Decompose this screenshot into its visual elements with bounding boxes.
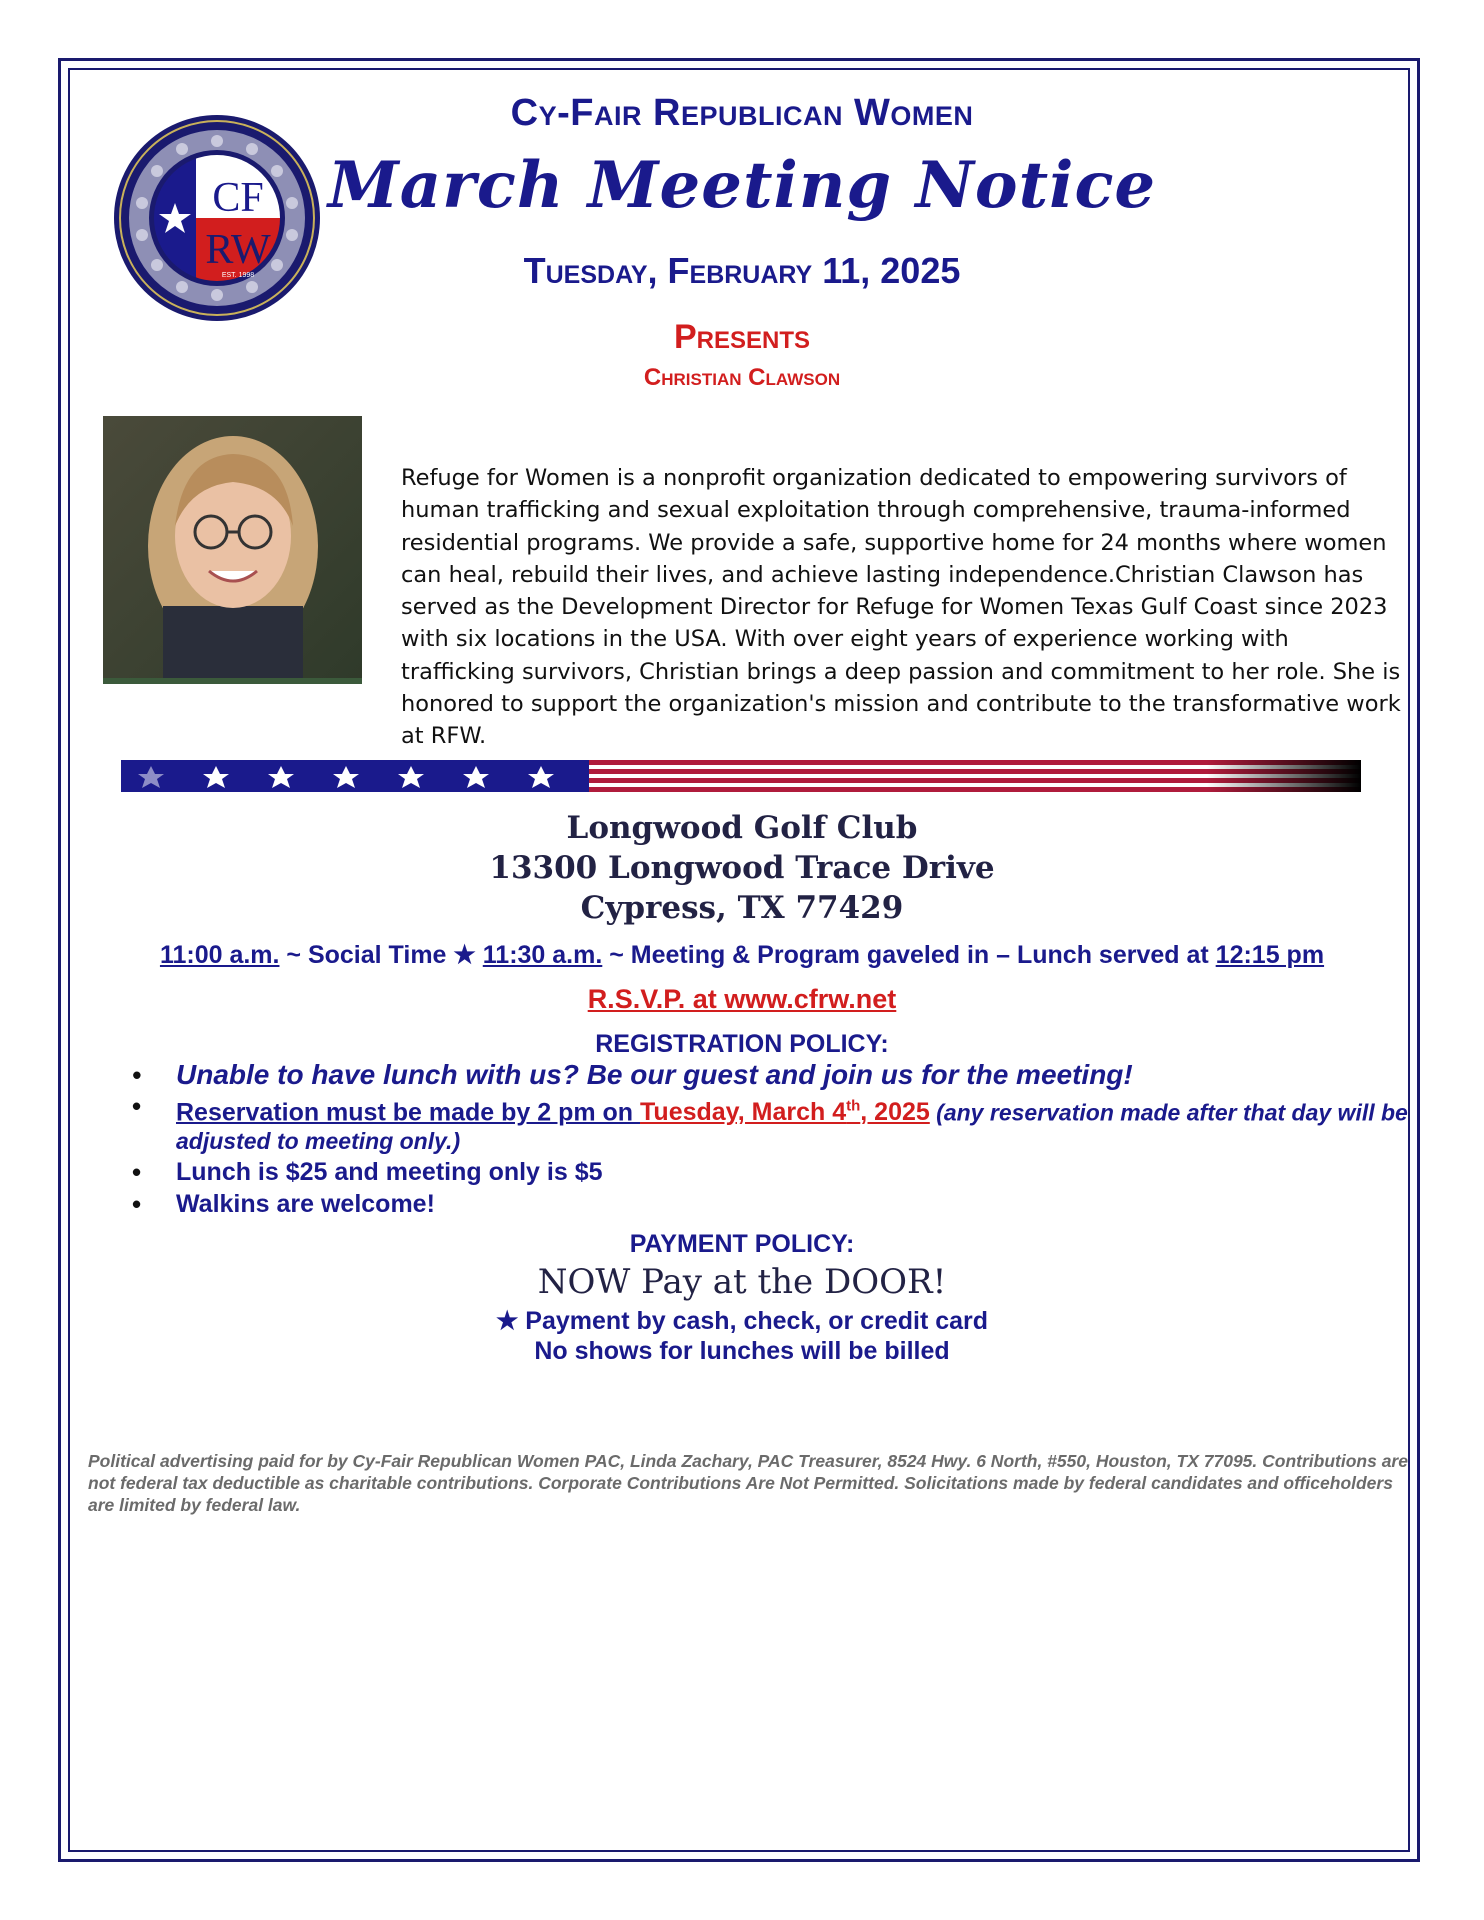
list-item [128, 1058, 1408, 1092]
political-disclaimer: Political advertising paid for by Cy-Fair Republican Women PAC, Linda Zachary, PAC Treasurer, 8524 Hwy. 6 North, #550, Houston, TX 77095. Contributions are not federal tax deductible as charitable contributions. Corporate Contributions Are Not Permitted. Solicitations made by federal candidates and officeholders are limited by federal law. [88, 1451, 1408, 1515]
notice-title: March Meeting Notice [327, 148, 1157, 223]
registration-item-walkins: Walkins are welcome! [176, 1190, 435, 1219]
logo-small-text: EST. 1998 [221, 272, 255, 279]
social-label: ~ Social Time ★ [279, 941, 483, 969]
registration-list [128, 1058, 1408, 1220]
registration-item-lunch: Unable to have lunch with us? Be our guest and join us for the meeting! [176, 1059, 1133, 1090]
venue-city: Cypress, TX 77429 [580, 890, 904, 926]
speaker-photo [103, 416, 362, 684]
meeting-time: 11:30 a.m. [482, 941, 603, 969]
no-shows-note: No shows for lunches will be billed [534, 1337, 950, 1365]
list-item [128, 1156, 1408, 1188]
payment-title: PAYMENT POLICY: [629, 1230, 855, 1258]
meeting-label: ~ Meeting & Program gaveled in – Lunch served at [602, 941, 1216, 969]
meeting-date: Tuesday, February 11, 2025 [523, 250, 961, 291]
speaker-bio: Refuge for Women is a nonprofit organization dedicated to empowering survivors of human trafficking and sexual exploitation through comprehensive, trauma-informed residential programs. We provide a safe, supportive home for 24 months where women can heal, rebuild their lives, and achieve lasting independence.Christian Clawson has served as the Development Director for Refuge for Women Texas Gulf Coast since 2023 with six locations in the USA. With over eight years of experience working with trafficking survivors, Christian brings a deep passion and commitment to her role. She is honored to support the organization's mission and contribute to the transformative work at RFW. [401, 465, 1401, 750]
lunch-time: 12:15 pm [1215, 941, 1325, 969]
logo-top-letters: CF [212, 175, 264, 221]
venue-name: Longwood Golf Club [566, 810, 918, 846]
speaker-name: Christian Clawson [643, 364, 841, 391]
reservation-date: Tuesday, March 4th, 2025 [640, 1098, 930, 1127]
org-name: Cy-Fair Republican Women [510, 92, 974, 134]
schedule-line [0, 940, 1484, 970]
list-item [128, 1188, 1408, 1220]
registration-title: REGISTRATION POLICY: [595, 1030, 889, 1058]
venue-street: 13300 Longwood Trace Drive [489, 850, 995, 886]
rsvp-link[interactable]: R.S.V.P. at www.cfrw.net [587, 984, 897, 1014]
presents-label: Presents [673, 318, 811, 356]
registration-item-price: Lunch is $25 and meeting only is $5 [176, 1158, 603, 1187]
social-time: 11:00 a.m. [159, 941, 280, 969]
list-item [128, 1092, 1408, 1156]
logo-bottom-letters: RW [205, 227, 271, 273]
payment-methods: ★ Payment by cash, check, or credit card [495, 1307, 989, 1335]
flag-banner [121, 760, 1361, 792]
reservation-deadline: Reservation must be made by 2 pm on [176, 1098, 641, 1127]
reservation-note: (any reservation made after that day will be adjusted to meeting only.) [176, 1099, 1408, 1155]
pay-at-door: NOW Pay at the DOOR! [537, 1262, 947, 1302]
